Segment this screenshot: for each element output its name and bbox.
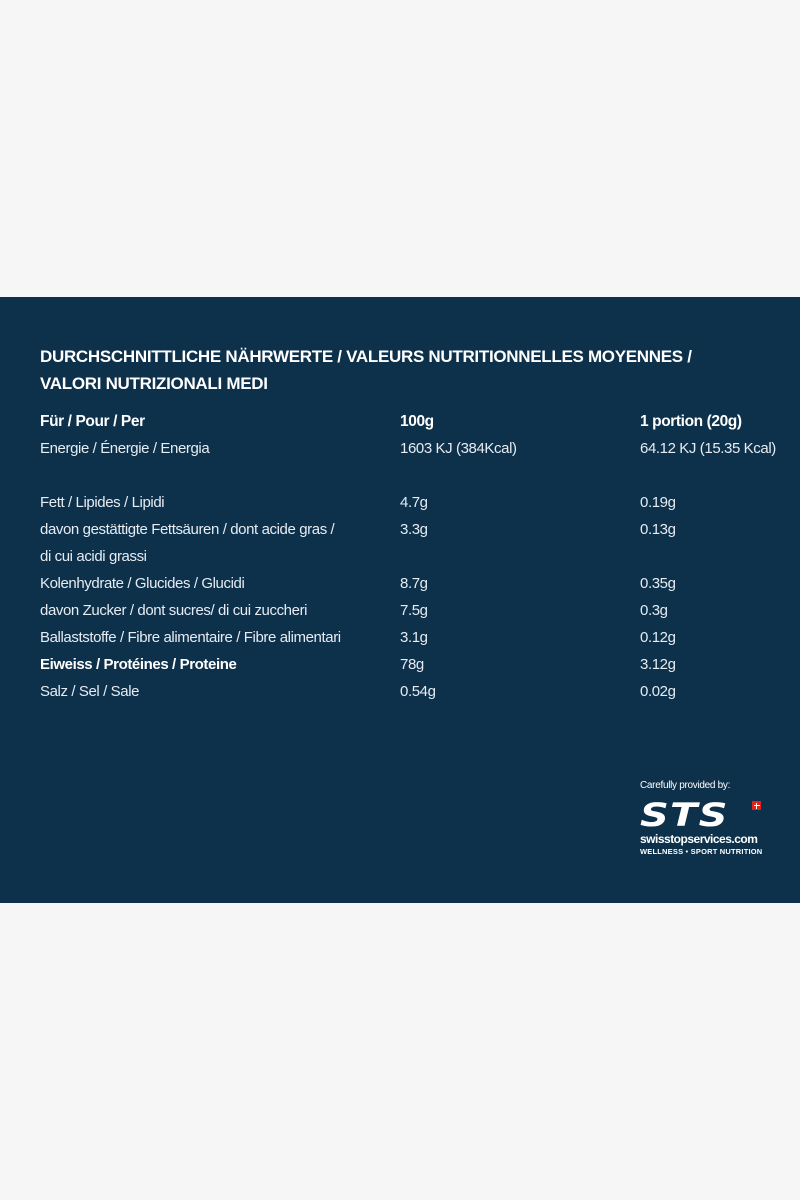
row-per-portion: 0.12g bbox=[640, 629, 676, 646]
nutrition-table bbox=[40, 408, 776, 705]
row-label-line-1: davon gestättigte Fettsäuren / dont acide gras / bbox=[40, 521, 335, 538]
row-label: Eiweiss / Protéines / Proteine bbox=[40, 656, 237, 673]
table-header-row bbox=[40, 408, 770, 435]
table-row-fat bbox=[40, 489, 770, 516]
row-per-100g: 0.54g bbox=[400, 683, 436, 700]
row-per-100g: 7.5g bbox=[400, 602, 428, 619]
sts-logo bbox=[640, 796, 760, 834]
table-row-protein bbox=[40, 651, 770, 678]
row-per-portion: 0.13g bbox=[640, 521, 676, 538]
table-row-fibre bbox=[40, 624, 770, 651]
row-per-portion: 0.35g bbox=[640, 575, 676, 592]
table-spacer bbox=[40, 462, 770, 489]
row-per-portion: 0.02g bbox=[640, 683, 676, 700]
header-per-100g: 100g bbox=[400, 413, 434, 430]
logo-letters: STS bbox=[640, 796, 729, 834]
row-per-portion: 0.19g bbox=[640, 494, 676, 511]
header-label: Für / Pour / Per bbox=[40, 413, 145, 430]
row-per-100g: 3.1g bbox=[400, 629, 428, 646]
row-per-100g: 4.7g bbox=[400, 494, 428, 511]
row-per-100g: 78g bbox=[400, 656, 424, 673]
header-per-portion: 1 portion (20g) bbox=[640, 413, 742, 430]
provider-tagline: WELLNESS • SPORT NUTRITION bbox=[640, 847, 763, 856]
table-row-energy bbox=[40, 435, 776, 462]
credit-text: Carefully provided by: bbox=[640, 780, 731, 791]
provider-domain: swisstopservices.com bbox=[640, 832, 758, 846]
table-row-sugars bbox=[40, 597, 770, 624]
row-label: davon Zucker / dont sucres/ di cui zuccheri bbox=[40, 602, 308, 619]
table-row-saturated-fat bbox=[40, 516, 770, 570]
provider-credit bbox=[640, 780, 770, 857]
swiss-flag-icon bbox=[752, 801, 761, 810]
panel-title bbox=[40, 343, 740, 397]
row-label: Fett / Lipides / Lipidi bbox=[40, 494, 165, 511]
row-per-portion: 3.12g bbox=[640, 656, 676, 673]
row-per-portion: 0.3g bbox=[640, 602, 668, 619]
row-per-100g: 8.7g bbox=[400, 575, 428, 592]
table-row-carbohydrates bbox=[40, 570, 770, 597]
row-per-portion: 64.12 KJ (15.35 Kcal) bbox=[640, 440, 776, 457]
panel-title-line-1: DURCHSCHNITTLICHE NÄHRWERTE / VALEURS NUTRITIONNELLES MOYENNES / bbox=[40, 347, 692, 366]
row-label: Kolenhydrate / Glucides / Glucidi bbox=[40, 575, 245, 592]
row-label: Energie / Énergie / Energia bbox=[40, 440, 210, 457]
row-label-line-2: di cui acidi grassi bbox=[40, 548, 147, 565]
row-label: Salz / Sel / Sale bbox=[40, 683, 140, 700]
row-per-100g: 1603 KJ (384Kcal) bbox=[400, 440, 517, 457]
row-label: Ballaststoffe / Fibre alimentaire / Fibre alimentari bbox=[40, 629, 341, 646]
nutrition-panel bbox=[0, 297, 800, 903]
row-label bbox=[40, 516, 380, 570]
row-per-100g: 3.3g bbox=[400, 521, 428, 538]
table-row-salt bbox=[40, 678, 770, 705]
panel-title-line-2: VALORI NUTRIZIONALI MEDI bbox=[40, 374, 268, 393]
